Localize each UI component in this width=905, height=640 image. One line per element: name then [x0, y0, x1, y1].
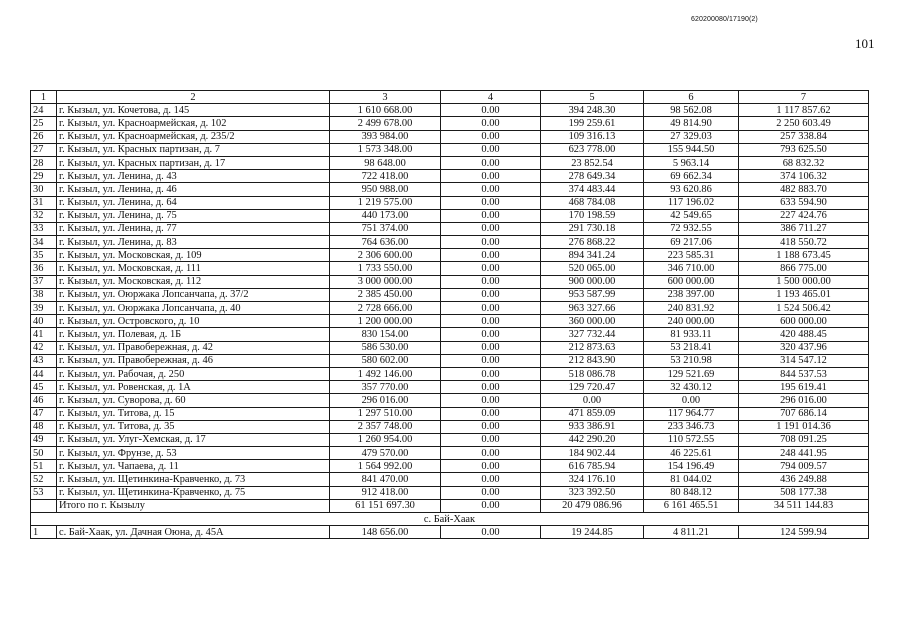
col4-value-cell: 0.00 [441, 486, 541, 499]
col5-value-cell: 468 784.08 [541, 196, 644, 209]
col7-value-cell: 1 191 014.36 [739, 420, 869, 433]
table-body [31, 91, 869, 539]
address-cell: г. Кызыл, ул. Улуг-Хемская, д. 17 [57, 433, 330, 446]
section-row [31, 513, 869, 526]
table-row [31, 275, 869, 288]
col6-value-cell: 233 346.73 [644, 420, 739, 433]
col7-value-cell: 374 106.32 [739, 170, 869, 183]
col3-value-cell: 751 374.00 [330, 222, 441, 235]
address-cell: г. Кызыл, ул. Кочетова, д. 145 [57, 104, 330, 117]
col3-value-cell: 764 636.00 [330, 236, 441, 249]
col4-value-cell: 0.00 [441, 354, 541, 367]
col6-value-cell: 5 963.14 [644, 156, 739, 169]
col3-value-cell: 1 200 000.00 [330, 315, 441, 328]
col4-value-cell: 0.00 [441, 394, 541, 407]
col6-value-cell: 98 562.08 [644, 104, 739, 117]
header-cell: 6 [644, 91, 739, 104]
col4-value-cell: 0.00 [441, 236, 541, 249]
header-cell: 1 [31, 91, 57, 104]
address-cell: г. Кызыл, ул. Ленина, д. 64 [57, 196, 330, 209]
address-cell: Итого по г. Кызылу [57, 499, 330, 512]
col7-value-cell: 707 686.14 [739, 407, 869, 420]
address-cell: г. Кызыл, ул. Правобережная, д. 46 [57, 354, 330, 367]
address-cell: г. Кызыл, ул. Ленина, д. 77 [57, 222, 330, 235]
col4-value-cell: 0.00 [441, 104, 541, 117]
col6-value-cell: 81 044.02 [644, 473, 739, 486]
page-number: 101 [855, 36, 875, 51]
address-cell: г. Кызыл, ул. Щетинкина-Кравченко, д. 73 [57, 473, 330, 486]
col5-value-cell: 953 587.99 [541, 288, 644, 301]
col7-value-cell: 633 594.90 [739, 196, 869, 209]
col5-value-cell: 616 785.94 [541, 460, 644, 473]
col7-value-cell: 508 177.38 [739, 486, 869, 499]
col5-value-cell: 374 483.44 [541, 183, 644, 196]
address-cell: г. Кызыл, ул. Ленина, д. 46 [57, 183, 330, 196]
col6-value-cell: 93 620.86 [644, 183, 739, 196]
address-cell: г. Кызыл, ул. Московская, д. 112 [57, 275, 330, 288]
header-cell: 3 [330, 91, 441, 104]
col6-value-cell: 49 814.90 [644, 117, 739, 130]
col7-value-cell: 1 524 506.42 [739, 302, 869, 315]
row-number-cell: 39 [31, 302, 57, 315]
row-number-cell: 29 [31, 170, 57, 183]
col7-value-cell: 34 511 144.83 [739, 499, 869, 512]
col3-value-cell: 1 297 510.00 [330, 407, 441, 420]
row-number-cell: 41 [31, 328, 57, 341]
table-row [31, 143, 869, 156]
col7-value-cell: 386 711.27 [739, 222, 869, 235]
table-header-row [31, 91, 869, 104]
col5-value-cell: 894 341.24 [541, 249, 644, 262]
row-number-cell: 49 [31, 433, 57, 446]
col6-value-cell: 240 831.92 [644, 302, 739, 315]
row-number-cell [31, 499, 57, 512]
col6-value-cell: 154 196.49 [644, 460, 739, 473]
col5-value-cell: 23 852.54 [541, 156, 644, 169]
row-number-cell: 24 [31, 104, 57, 117]
table-row [31, 104, 869, 117]
col4-value-cell: 0.00 [441, 328, 541, 341]
table-row [31, 381, 869, 394]
col3-value-cell: 841 470.00 [330, 473, 441, 486]
address-cell: г. Кызыл, ул. Титова, д. 35 [57, 420, 330, 433]
address-cell: г. Кызыл, ул. Оюржака Лопсанчапа, д. 40 [57, 302, 330, 315]
col6-value-cell: 110 572.55 [644, 433, 739, 446]
col3-value-cell: 296 016.00 [330, 394, 441, 407]
col4-value-cell: 0.00 [441, 249, 541, 262]
row-number-cell: 33 [31, 222, 57, 235]
address-cell: г. Кызыл, ул. Щетинкина-Кравченко, д. 75 [57, 486, 330, 499]
col3-value-cell: 440 173.00 [330, 209, 441, 222]
col3-value-cell: 1 219 575.00 [330, 196, 441, 209]
col6-value-cell: 69 662.34 [644, 170, 739, 183]
col4-value-cell: 0.00 [441, 367, 541, 380]
col7-value-cell: 1 193 465.01 [739, 288, 869, 301]
address-cell: г. Кызыл, ул. Оюржака Лопсанчапа, д. 37/2 [57, 288, 330, 301]
col3-value-cell: 1 610 668.00 [330, 104, 441, 117]
table-row [31, 183, 869, 196]
table-row [31, 315, 869, 328]
row-number-cell: 48 [31, 420, 57, 433]
col4-value-cell: 0.00 [441, 275, 541, 288]
col4-value-cell: 0.00 [441, 262, 541, 275]
header-cell: 4 [441, 91, 541, 104]
table-row [31, 407, 869, 420]
table-row [31, 367, 869, 380]
address-cell: г. Кызыл, ул. Ленина, д. 75 [57, 209, 330, 222]
col3-value-cell: 393 984.00 [330, 130, 441, 143]
row-number-cell: 32 [31, 209, 57, 222]
col7-value-cell: 257 338.84 [739, 130, 869, 143]
col5-value-cell: 324 176.10 [541, 473, 644, 486]
col6-value-cell: 81 933.11 [644, 328, 739, 341]
address-cell: г. Кызыл, ул. Правобережная, д. 42 [57, 341, 330, 354]
col4-value-cell: 0.00 [441, 341, 541, 354]
col5-value-cell: 900 000.00 [541, 275, 644, 288]
row-number-cell: 46 [31, 394, 57, 407]
col6-value-cell: 53 210.98 [644, 354, 739, 367]
section-title: с. Бай-Хаак [31, 513, 869, 526]
col7-value-cell: 793 625.50 [739, 143, 869, 156]
col7-value-cell: 844 537.53 [739, 367, 869, 380]
col6-value-cell: 117 196.02 [644, 196, 739, 209]
col5-value-cell: 184 902.44 [541, 447, 644, 460]
col4-value-cell: 0.00 [441, 209, 541, 222]
address-cell: с. Бай-Хаак, ул. Дачная Оюна, д. 45А [57, 526, 330, 539]
col5-value-cell: 212 843.90 [541, 354, 644, 367]
col6-value-cell: 6 161 465.51 [644, 499, 739, 512]
col4-value-cell: 0.00 [441, 156, 541, 169]
col5-value-cell: 963 327.66 [541, 302, 644, 315]
col5-value-cell: 933 386.91 [541, 420, 644, 433]
address-cell: г. Кызыл, ул. Чапаева, д. 11 [57, 460, 330, 473]
col4-value-cell: 0.00 [441, 460, 541, 473]
col3-value-cell: 950 988.00 [330, 183, 441, 196]
table-row [31, 117, 869, 130]
col7-value-cell: 195 619.41 [739, 381, 869, 394]
row-number-cell: 47 [31, 407, 57, 420]
col3-value-cell: 357 770.00 [330, 381, 441, 394]
col7-value-cell: 1 500 000.00 [739, 275, 869, 288]
col4-value-cell: 0.00 [441, 433, 541, 446]
col7-value-cell: 314 547.12 [739, 354, 869, 367]
col7-value-cell: 418 550.72 [739, 236, 869, 249]
col4-value-cell: 0.00 [441, 196, 541, 209]
col5-value-cell: 20 479 086.96 [541, 499, 644, 512]
col6-value-cell: 346 710.00 [644, 262, 739, 275]
data-table [30, 90, 869, 539]
col4-value-cell: 0.00 [441, 315, 541, 328]
col5-value-cell: 327 732.44 [541, 328, 644, 341]
col5-value-cell: 623 778.00 [541, 143, 644, 156]
row-number-cell: 36 [31, 262, 57, 275]
address-cell: г. Кызыл, ул. Ленина, д. 83 [57, 236, 330, 249]
row-number-cell: 43 [31, 354, 57, 367]
col3-value-cell: 2 385 450.00 [330, 288, 441, 301]
col4-value-cell: 0.00 [441, 222, 541, 235]
address-cell: г. Кызыл, ул. Красных партизан, д. 7 [57, 143, 330, 156]
col7-value-cell: 482 883.70 [739, 183, 869, 196]
col3-value-cell: 912 418.00 [330, 486, 441, 499]
col4-value-cell: 0.00 [441, 302, 541, 315]
address-cell: г. Кызыл, ул. Ровенская, д. 1А [57, 381, 330, 394]
col6-value-cell: 129 521.69 [644, 367, 739, 380]
row-number-cell: 1 [31, 526, 57, 539]
table-row [31, 354, 869, 367]
col4-value-cell: 0.00 [441, 420, 541, 433]
table-row [31, 447, 869, 460]
col6-value-cell: 0.00 [644, 394, 739, 407]
address-cell: г. Кызыл, ул. Красноармейская, д. 235/2 [57, 130, 330, 143]
col3-value-cell: 148 656.00 [330, 526, 441, 539]
table-row [31, 460, 869, 473]
table-row [31, 328, 869, 341]
table-row [31, 209, 869, 222]
row-number-cell: 38 [31, 288, 57, 301]
col7-value-cell: 600 000.00 [739, 315, 869, 328]
address-cell: г. Кызыл, ул. Титова, д. 15 [57, 407, 330, 420]
row-number-cell: 27 [31, 143, 57, 156]
address-cell: г. Кызыл, ул. Суворова, д. 60 [57, 394, 330, 407]
col4-value-cell: 0.00 [441, 407, 541, 420]
table-row [31, 236, 869, 249]
col3-value-cell: 479 570.00 [330, 447, 441, 460]
col7-value-cell: 248 441.95 [739, 447, 869, 460]
col5-value-cell: 19 244.85 [541, 526, 644, 539]
table-row [31, 262, 869, 275]
col3-value-cell: 1 492 146.00 [330, 367, 441, 380]
col4-value-cell: 0.00 [441, 499, 541, 512]
col4-value-cell: 0.00 [441, 183, 541, 196]
table-row [31, 249, 869, 262]
col6-value-cell: 27 329.03 [644, 130, 739, 143]
row-number-cell: 40 [31, 315, 57, 328]
document-code: 620200080/17190(2) [691, 16, 758, 23]
row-number-cell: 25 [31, 117, 57, 130]
col3-value-cell: 1 564 992.00 [330, 460, 441, 473]
col6-value-cell: 155 944.50 [644, 143, 739, 156]
col7-value-cell: 320 437.96 [739, 341, 869, 354]
col4-value-cell: 0.00 [441, 143, 541, 156]
col3-value-cell: 3 000 000.00 [330, 275, 441, 288]
table-row [31, 196, 869, 209]
col3-value-cell: 586 530.00 [330, 341, 441, 354]
row-number-cell: 31 [31, 196, 57, 209]
col3-value-cell: 2 499 678.00 [330, 117, 441, 130]
col3-value-cell: 2 357 748.00 [330, 420, 441, 433]
col7-value-cell: 420 488.45 [739, 328, 869, 341]
table-row [31, 526, 869, 539]
table-row [31, 341, 869, 354]
col5-value-cell: 471 859.09 [541, 407, 644, 420]
col6-value-cell: 80 848.12 [644, 486, 739, 499]
col5-value-cell: 0.00 [541, 394, 644, 407]
col5-value-cell: 520 065.00 [541, 262, 644, 275]
col5-value-cell: 394 248.30 [541, 104, 644, 117]
col3-value-cell: 98 648.00 [330, 156, 441, 169]
col7-value-cell: 1 188 673.45 [739, 249, 869, 262]
col7-value-cell: 866 775.00 [739, 262, 869, 275]
row-number-cell: 45 [31, 381, 57, 394]
table-row [31, 394, 869, 407]
row-number-cell: 52 [31, 473, 57, 486]
col5-value-cell: 199 259.61 [541, 117, 644, 130]
col5-value-cell: 360 000.00 [541, 315, 644, 328]
col5-value-cell: 170 198.59 [541, 209, 644, 222]
address-cell: г. Кызыл, ул. Полевая, д. 1Б [57, 328, 330, 341]
col6-value-cell: 72 932.55 [644, 222, 739, 235]
table-row [31, 473, 869, 486]
header-cell: 7 [739, 91, 869, 104]
row-number-cell: 50 [31, 447, 57, 460]
table-row [31, 302, 869, 315]
col6-value-cell: 117 964.77 [644, 407, 739, 420]
row-number-cell: 51 [31, 460, 57, 473]
table-row [31, 288, 869, 301]
col5-value-cell: 518 086.78 [541, 367, 644, 380]
col3-value-cell: 1 573 348.00 [330, 143, 441, 156]
col4-value-cell: 0.00 [441, 447, 541, 460]
col6-value-cell: 53 218.41 [644, 341, 739, 354]
total-row [31, 499, 869, 512]
row-number-cell: 42 [31, 341, 57, 354]
col5-value-cell: 109 316.13 [541, 130, 644, 143]
row-number-cell: 34 [31, 236, 57, 249]
col5-value-cell: 212 873.63 [541, 341, 644, 354]
col6-value-cell: 69 217.06 [644, 236, 739, 249]
table-row [31, 420, 869, 433]
row-number-cell: 37 [31, 275, 57, 288]
row-number-cell: 53 [31, 486, 57, 499]
address-cell: г. Кызыл, ул. Красных партизан, д. 17 [57, 156, 330, 169]
col5-value-cell: 276 868.22 [541, 236, 644, 249]
address-cell: г. Кызыл, ул. Ленина, д. 43 [57, 170, 330, 183]
col4-value-cell: 0.00 [441, 170, 541, 183]
col7-value-cell: 1 117 857.62 [739, 104, 869, 117]
header-cell: 2 [57, 91, 330, 104]
table-row [31, 486, 869, 499]
col6-value-cell: 600 000.00 [644, 275, 739, 288]
col5-value-cell: 291 730.18 [541, 222, 644, 235]
col3-value-cell: 722 418.00 [330, 170, 441, 183]
col5-value-cell: 278 649.34 [541, 170, 644, 183]
col6-value-cell: 32 430.12 [644, 381, 739, 394]
col4-value-cell: 0.00 [441, 473, 541, 486]
col3-value-cell: 580 602.00 [330, 354, 441, 367]
address-cell: г. Кызыл, ул. Московская, д. 109 [57, 249, 330, 262]
row-number-cell: 35 [31, 249, 57, 262]
col5-value-cell: 129 720.47 [541, 381, 644, 394]
col3-value-cell: 2 728 666.00 [330, 302, 441, 315]
col6-value-cell: 46 225.61 [644, 447, 739, 460]
col6-value-cell: 240 000.00 [644, 315, 739, 328]
col6-value-cell: 238 397.00 [644, 288, 739, 301]
col6-value-cell: 223 585.31 [644, 249, 739, 262]
col7-value-cell: 2 250 603.49 [739, 117, 869, 130]
address-cell: г. Кызыл, ул. Московская, д. 111 [57, 262, 330, 275]
col3-value-cell: 2 306 600.00 [330, 249, 441, 262]
col6-value-cell: 4 811.21 [644, 526, 739, 539]
address-cell: г. Кызыл, ул. Рабочая, д. 250 [57, 367, 330, 380]
table-row [31, 130, 869, 143]
row-number-cell: 44 [31, 367, 57, 380]
col4-value-cell: 0.00 [441, 381, 541, 394]
col7-value-cell: 794 009.57 [739, 460, 869, 473]
col7-value-cell: 124 599.94 [739, 526, 869, 539]
row-number-cell: 30 [31, 183, 57, 196]
col5-value-cell: 442 290.20 [541, 433, 644, 446]
row-number-cell: 28 [31, 156, 57, 169]
address-cell: г. Кызыл, ул. Фрунзе, д. 53 [57, 447, 330, 460]
col7-value-cell: 227 424.76 [739, 209, 869, 222]
row-number-cell: 26 [31, 130, 57, 143]
table-row [31, 156, 869, 169]
col3-value-cell: 61 151 697.30 [330, 499, 441, 512]
table-row [31, 433, 869, 446]
header-cell: 5 [541, 91, 644, 104]
col7-value-cell: 708 091.25 [739, 433, 869, 446]
col4-value-cell: 0.00 [441, 288, 541, 301]
col4-value-cell: 0.00 [441, 130, 541, 143]
table-row [31, 222, 869, 235]
col5-value-cell: 323 392.50 [541, 486, 644, 499]
col6-value-cell: 42 549.65 [644, 209, 739, 222]
col7-value-cell: 68 832.32 [739, 156, 869, 169]
col4-value-cell: 0.00 [441, 526, 541, 539]
col7-value-cell: 436 249.88 [739, 473, 869, 486]
address-cell: г. Кызыл, ул. Островского, д. 10 [57, 315, 330, 328]
col3-value-cell: 1 260 954.00 [330, 433, 441, 446]
col7-value-cell: 296 016.00 [739, 394, 869, 407]
table-row [31, 170, 869, 183]
address-cell: г. Кызыл, ул. Красноармейская, д. 102 [57, 117, 330, 130]
col3-value-cell: 1 733 550.00 [330, 262, 441, 275]
col3-value-cell: 830 154.00 [330, 328, 441, 341]
col4-value-cell: 0.00 [441, 117, 541, 130]
